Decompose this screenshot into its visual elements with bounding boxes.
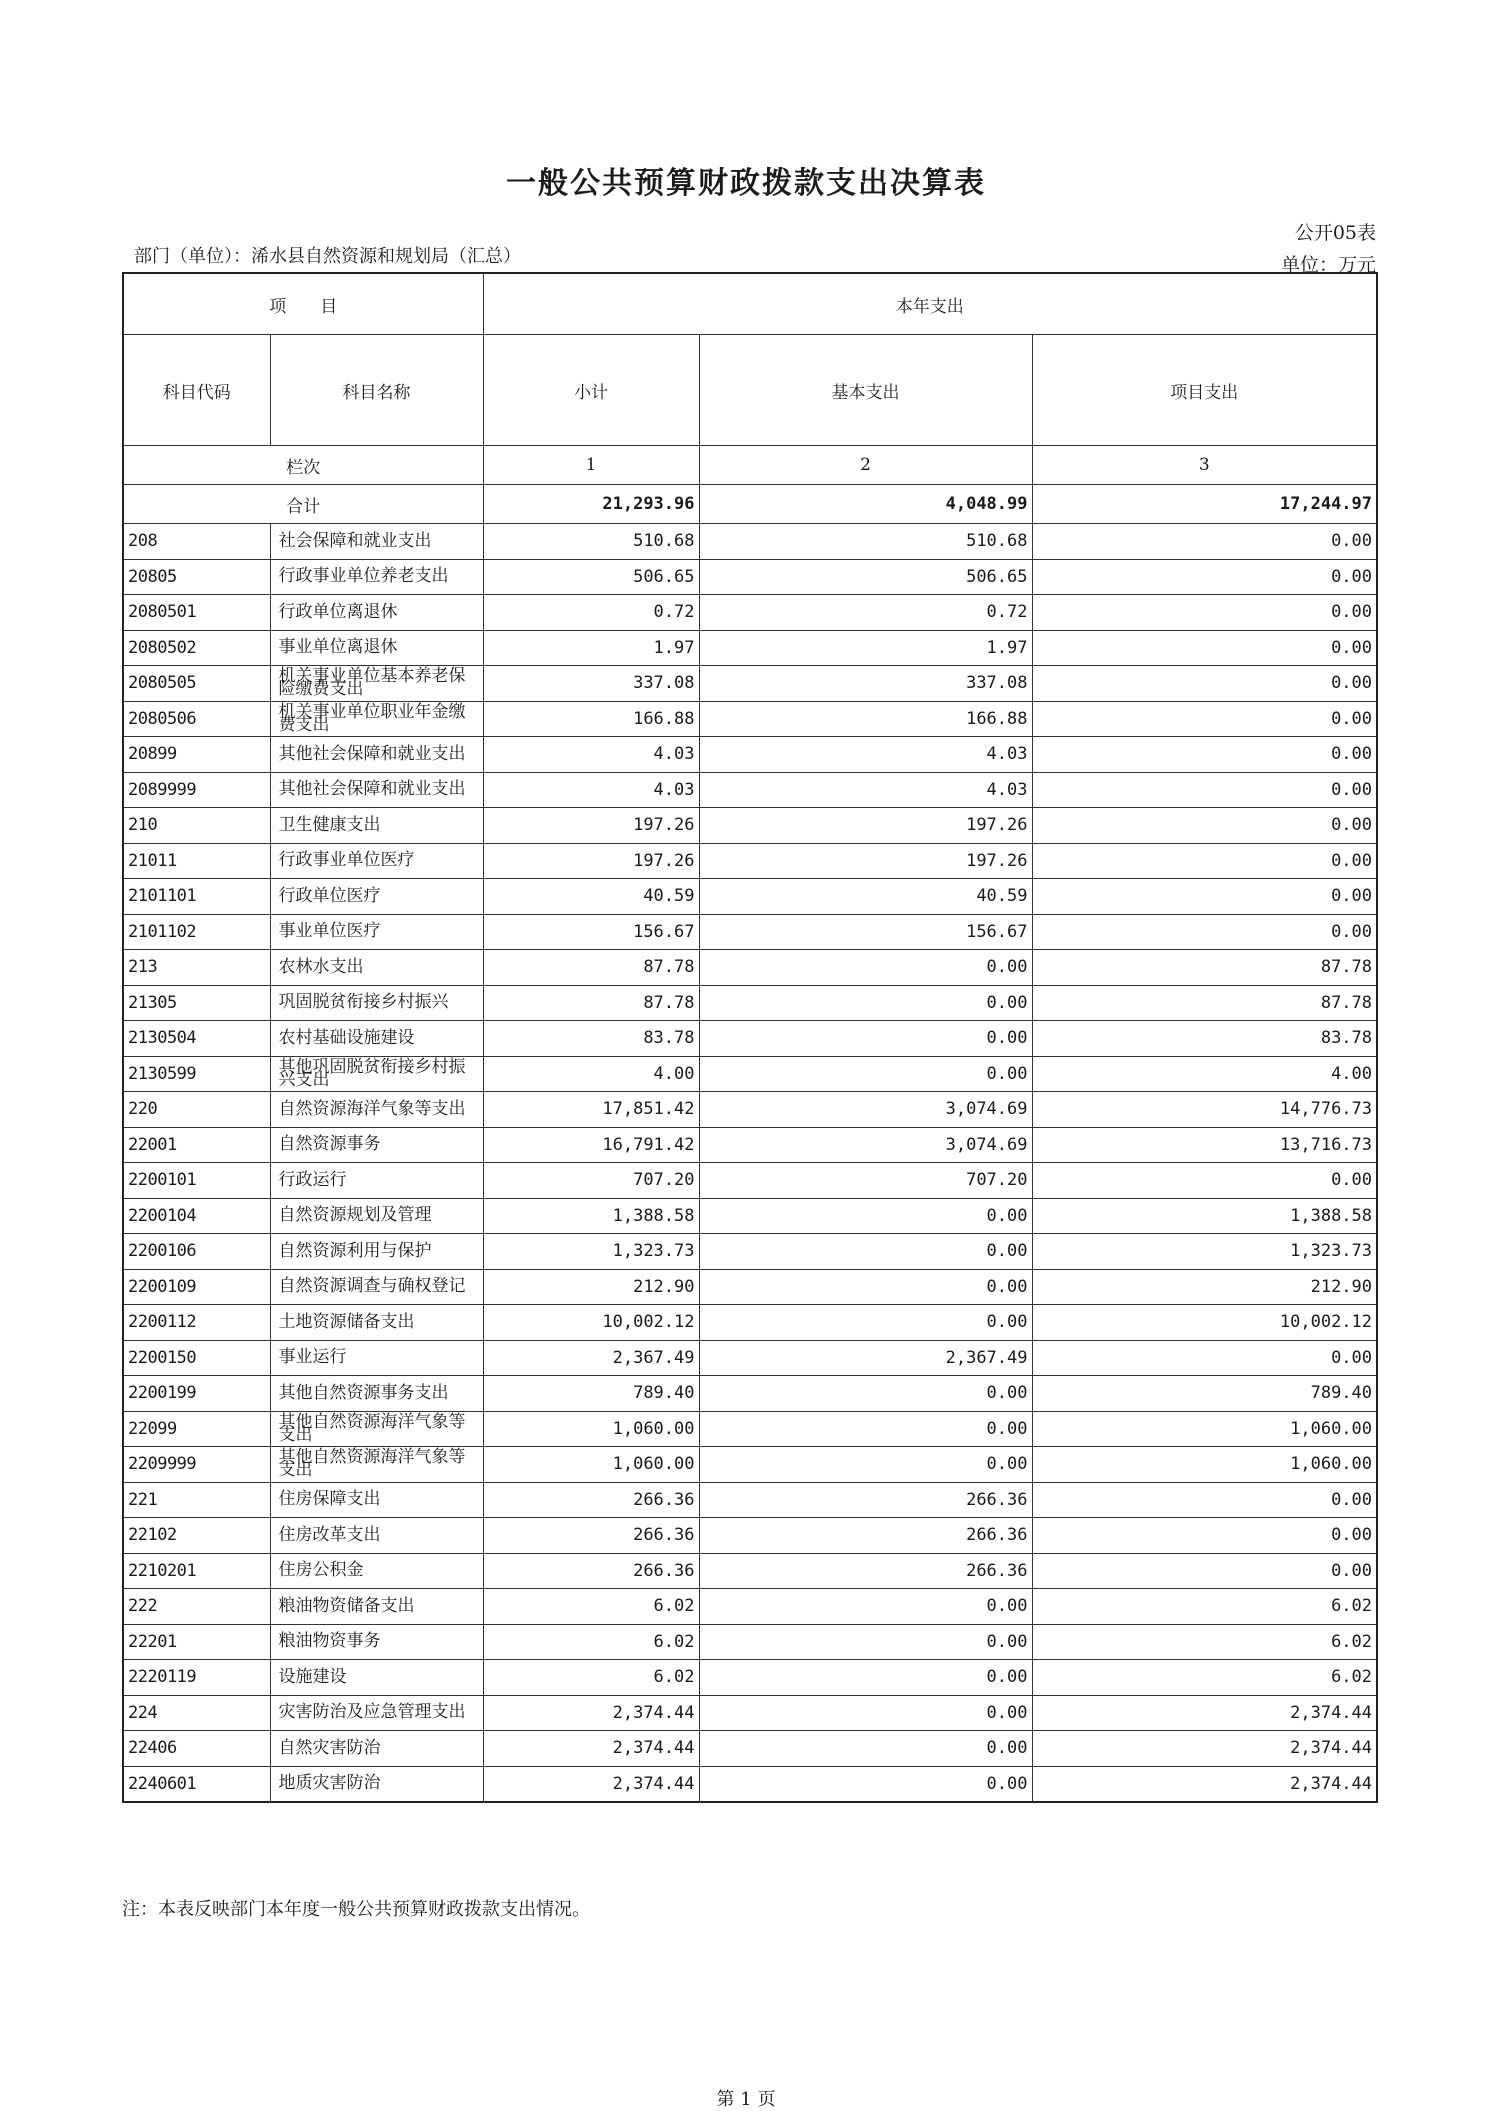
row-code: 2080501 — [123, 595, 270, 631]
row-project: 2,374.44 — [1032, 1695, 1377, 1731]
row-project: 83.78 — [1032, 1021, 1377, 1057]
row-name: 设施建设 — [270, 1660, 483, 1696]
table-row — [123, 524, 1377, 560]
row-project: 87.78 — [1032, 985, 1377, 1021]
row-basic: 0.00 — [699, 1198, 1032, 1234]
row-code: 208 — [123, 524, 270, 560]
row-project: 0.00 — [1032, 808, 1377, 844]
row-code: 22099 — [123, 1411, 270, 1447]
row-name: 农村基础设施建设 — [270, 1021, 483, 1057]
row-subtotal: 156.67 — [483, 914, 699, 950]
row-basic: 166.88 — [699, 701, 1032, 737]
row-name: 其他自然资源事务支出 — [270, 1376, 483, 1412]
table-row — [123, 1518, 1377, 1554]
row-basic: 0.72 — [699, 595, 1032, 631]
row-name: 自然资源调查与确权登记 — [270, 1269, 483, 1305]
row-project: 1,060.00 — [1032, 1411, 1377, 1447]
table-row — [123, 1127, 1377, 1163]
row-subtotal: 1.97 — [483, 630, 699, 666]
row-project: 1,323.73 — [1032, 1234, 1377, 1270]
table-row — [123, 1482, 1377, 1518]
row-project: 0.00 — [1032, 559, 1377, 595]
row-project: 0.00 — [1032, 1518, 1377, 1554]
row-basic: 0.00 — [699, 1269, 1032, 1305]
row-project: 0.00 — [1032, 666, 1377, 702]
table-row — [123, 843, 1377, 879]
table-row — [123, 666, 1377, 702]
row-subtotal: 87.78 — [483, 950, 699, 986]
row-code: 22406 — [123, 1731, 270, 1767]
row-name: 行政事业单位医疗 — [270, 843, 483, 879]
row-basic: 3,074.69 — [699, 1127, 1032, 1163]
row-name: 自然资源事务 — [270, 1127, 483, 1163]
row-basic: 0.00 — [699, 1660, 1032, 1696]
row-code: 2080506 — [123, 701, 270, 737]
row-subtotal: 266.36 — [483, 1518, 699, 1554]
row-basic: 0.00 — [699, 1624, 1032, 1660]
row-name: 事业单位离退休 — [270, 630, 483, 666]
table-row — [123, 1305, 1377, 1341]
table-row — [123, 985, 1377, 1021]
row-subtotal: 506.65 — [483, 559, 699, 595]
row-code: 22201 — [123, 1624, 270, 1660]
row-code: 2080502 — [123, 630, 270, 666]
row-project: 0.00 — [1032, 737, 1377, 773]
row-basic: 266.36 — [699, 1518, 1032, 1554]
row-name: 其他自然资源海洋气象等支出 — [270, 1411, 483, 1447]
table-row — [123, 1695, 1377, 1731]
row-code: 22001 — [123, 1127, 270, 1163]
row-basic: 0.00 — [699, 1021, 1032, 1057]
row-name: 事业运行 — [270, 1340, 483, 1376]
row-subtotal: 2,367.49 — [483, 1340, 699, 1376]
row-name: 地质灾害防治 — [270, 1766, 483, 1802]
row-basic: 510.68 — [699, 524, 1032, 560]
row-project: 0.00 — [1032, 879, 1377, 915]
row-project: 0.00 — [1032, 772, 1377, 808]
row-code: 2210201 — [123, 1553, 270, 1589]
table-row — [123, 1589, 1377, 1625]
row-subtotal: 83.78 — [483, 1021, 699, 1057]
row-project: 14,776.73 — [1032, 1092, 1377, 1128]
row-code: 221 — [123, 1482, 270, 1518]
row-project: 1,060.00 — [1032, 1447, 1377, 1483]
row-subtotal: 6.02 — [483, 1660, 699, 1696]
row-code: 220 — [123, 1092, 270, 1128]
row-code: 222 — [123, 1589, 270, 1625]
row-basic: 0.00 — [699, 1731, 1032, 1767]
total-project: 17,244.97 — [1032, 485, 1377, 524]
header-code: 科目代码 — [123, 335, 270, 446]
table-row — [123, 595, 1377, 631]
row-name: 机关事业单位基本养老保险缴费支出 — [270, 666, 483, 702]
row-code: 20805 — [123, 559, 270, 595]
department-label: 部门（单位）： — [134, 246, 251, 267]
row-name: 住房改革支出 — [270, 1518, 483, 1554]
table-row — [123, 1092, 1377, 1128]
row-name: 行政单位医疗 — [270, 879, 483, 915]
header-subtotal: 小计 — [483, 335, 699, 446]
row-basic: 0.00 — [699, 1766, 1032, 1802]
table-row — [123, 1269, 1377, 1305]
row-basic: 4.03 — [699, 772, 1032, 808]
row-subtotal: 197.26 — [483, 843, 699, 879]
row-project: 0.00 — [1032, 1340, 1377, 1376]
row-subtotal: 337.08 — [483, 666, 699, 702]
table-row — [123, 1624, 1377, 1660]
row-name: 粮油物资储备支出 — [270, 1589, 483, 1625]
row-subtotal: 1,060.00 — [483, 1447, 699, 1483]
table-row — [123, 1163, 1377, 1199]
table-row — [123, 1198, 1377, 1234]
row-code: 2130504 — [123, 1021, 270, 1057]
row-name: 粮油物资事务 — [270, 1624, 483, 1660]
row-basic: 707.20 — [699, 1163, 1032, 1199]
row-project: 0.00 — [1032, 1163, 1377, 1199]
row-name: 行政运行 — [270, 1163, 483, 1199]
table-row — [123, 1766, 1377, 1802]
row-project: 6.02 — [1032, 1589, 1377, 1625]
row-name: 其他社会保障和就业支出 — [270, 737, 483, 773]
row-code: 2200104 — [123, 1198, 270, 1234]
header-row-1 — [123, 273, 1377, 335]
table-row — [123, 1340, 1377, 1376]
row-name: 住房保障支出 — [270, 1482, 483, 1518]
row-basic: 0.00 — [699, 1589, 1032, 1625]
row-basic: 0.00 — [699, 1056, 1032, 1092]
column-number-2: 2 — [699, 446, 1032, 485]
total-basic: 4,048.99 — [699, 485, 1032, 524]
row-basic: 0.00 — [699, 950, 1032, 986]
row-subtotal: 212.90 — [483, 1269, 699, 1305]
row-basic: 0.00 — [699, 1695, 1032, 1731]
table-row — [123, 1234, 1377, 1270]
header-basic: 基本支出 — [699, 335, 1032, 446]
row-code: 2220119 — [123, 1660, 270, 1696]
row-basic: 0.00 — [699, 985, 1032, 1021]
row-name: 住房公积金 — [270, 1553, 483, 1589]
row-code: 2200109 — [123, 1269, 270, 1305]
column-label: 栏次 — [123, 446, 483, 485]
table-row — [123, 1411, 1377, 1447]
row-basic: 266.36 — [699, 1553, 1032, 1589]
row-name: 机关事业单位职业年金缴费支出 — [270, 701, 483, 737]
row-basic: 2,367.49 — [699, 1340, 1032, 1376]
table-row — [123, 914, 1377, 950]
row-code: 2200101 — [123, 1163, 270, 1199]
row-code: 2101101 — [123, 879, 270, 915]
column-number-1: 1 — [483, 446, 699, 485]
row-basic: 156.67 — [699, 914, 1032, 950]
table-row — [123, 1021, 1377, 1057]
row-project: 0.00 — [1032, 524, 1377, 560]
row-project: 6.02 — [1032, 1624, 1377, 1660]
row-name: 巩固脱贫衔接乡村振兴 — [270, 985, 483, 1021]
row-name: 事业单位医疗 — [270, 914, 483, 950]
row-name: 自然资源海洋气象等支出 — [270, 1092, 483, 1128]
column-number-3: 3 — [1032, 446, 1377, 485]
table-row — [123, 879, 1377, 915]
page-number: 第 1 页 — [716, 2089, 776, 2110]
table-row — [123, 737, 1377, 773]
table-row — [123, 701, 1377, 737]
table-row — [123, 1660, 1377, 1696]
row-basic: 506.65 — [699, 559, 1032, 595]
row-name: 行政单位离退休 — [270, 595, 483, 631]
row-basic: 337.08 — [699, 666, 1032, 702]
header-name: 科目名称 — [270, 335, 483, 446]
row-basic: 197.26 — [699, 843, 1032, 879]
row-basic: 1.97 — [699, 630, 1032, 666]
row-basic: 266.36 — [699, 1482, 1032, 1518]
row-subtotal: 4.03 — [483, 772, 699, 808]
table-row — [123, 630, 1377, 666]
table-row — [123, 808, 1377, 844]
row-code: 2080505 — [123, 666, 270, 702]
row-code: 224 — [123, 1695, 270, 1731]
header-current-year: 本年支出 — [483, 273, 1377, 335]
row-subtotal: 266.36 — [483, 1482, 699, 1518]
row-project: 0.00 — [1032, 1482, 1377, 1518]
row-project: 0.00 — [1032, 595, 1377, 631]
row-basic: 197.26 — [699, 808, 1032, 844]
total-subtotal: 21,293.96 — [483, 485, 699, 524]
table-body — [123, 273, 1377, 1802]
row-subtotal: 6.02 — [483, 1589, 699, 1625]
row-project: 6.02 — [1032, 1660, 1377, 1696]
row-subtotal: 266.36 — [483, 1553, 699, 1589]
row-project: 0.00 — [1032, 843, 1377, 879]
row-project: 789.40 — [1032, 1376, 1377, 1412]
table-row — [123, 559, 1377, 595]
row-project: 0.00 — [1032, 701, 1377, 737]
row-basic: 4.03 — [699, 737, 1032, 773]
row-subtotal: 707.20 — [483, 1163, 699, 1199]
header-project: 项目支出 — [1032, 335, 1377, 446]
row-basic: 0.00 — [699, 1305, 1032, 1341]
row-basic: 0.00 — [699, 1376, 1032, 1412]
row-basic: 3,074.69 — [699, 1092, 1032, 1128]
row-subtotal: 40.59 — [483, 879, 699, 915]
row-subtotal: 4.03 — [483, 737, 699, 773]
table-row — [123, 950, 1377, 986]
row-project: 87.78 — [1032, 950, 1377, 986]
footnote: 注：本表反映部门本年度一般公共预算财政拨款支出情况。 — [122, 1899, 590, 1920]
total-label: 合计 — [123, 485, 483, 524]
row-subtotal: 2,374.44 — [483, 1695, 699, 1731]
row-name: 自然资源规划及管理 — [270, 1198, 483, 1234]
row-code: 2209999 — [123, 1447, 270, 1483]
row-code: 2130599 — [123, 1056, 270, 1092]
row-basic: 0.00 — [699, 1411, 1032, 1447]
row-subtotal: 1,323.73 — [483, 1234, 699, 1270]
column-number-row — [123, 446, 1377, 485]
table-row — [123, 1056, 1377, 1092]
row-name: 土地资源储备支出 — [270, 1305, 483, 1341]
row-project: 0.00 — [1032, 630, 1377, 666]
row-name: 灾害防治及应急管理支出 — [270, 1695, 483, 1731]
row-subtotal: 197.26 — [483, 808, 699, 844]
table-row — [123, 772, 1377, 808]
row-project: 10,002.12 — [1032, 1305, 1377, 1341]
page-title: 一般公共预算财政拨款支出决算表 — [506, 166, 986, 201]
header-row-2 — [123, 335, 1377, 446]
row-project: 4.00 — [1032, 1056, 1377, 1092]
row-subtotal: 17,851.42 — [483, 1092, 699, 1128]
department-name: 浠水县自然资源和规划局（汇总） — [251, 246, 521, 267]
row-subtotal: 789.40 — [483, 1376, 699, 1412]
unit-label: 单位：万元 — [1280, 254, 1376, 276]
row-project: 0.00 — [1032, 914, 1377, 950]
row-code: 21011 — [123, 843, 270, 879]
row-name: 卫生健康支出 — [270, 808, 483, 844]
row-name: 其他巩固脱贫衔接乡村振兴支出 — [270, 1056, 483, 1092]
row-code: 2089999 — [123, 772, 270, 808]
row-project: 13,716.73 — [1032, 1127, 1377, 1163]
row-subtotal: 87.78 — [483, 985, 699, 1021]
row-code: 2200112 — [123, 1305, 270, 1341]
row-name: 行政事业单位养老支出 — [270, 559, 483, 595]
header-item: 项 目 — [123, 273, 483, 335]
table-row — [123, 1731, 1377, 1767]
row-name: 自然灾害防治 — [270, 1731, 483, 1767]
row-code: 2200199 — [123, 1376, 270, 1412]
row-code: 22102 — [123, 1518, 270, 1554]
row-project: 2,374.44 — [1032, 1766, 1377, 1802]
row-project: 2,374.44 — [1032, 1731, 1377, 1767]
row-code: 2200106 — [123, 1234, 270, 1270]
row-basic: 40.59 — [699, 879, 1032, 915]
row-code: 21305 — [123, 985, 270, 1021]
row-name: 其他自然资源海洋气象等支出 — [270, 1447, 483, 1483]
row-basic: 0.00 — [699, 1234, 1032, 1270]
table-row — [123, 1447, 1377, 1483]
row-name: 其他社会保障和就业支出 — [270, 772, 483, 808]
row-subtotal: 16,791.42 — [483, 1127, 699, 1163]
table-row — [123, 1553, 1377, 1589]
row-name: 农林水支出 — [270, 950, 483, 986]
row-project: 1,388.58 — [1032, 1198, 1377, 1234]
row-code: 2200150 — [123, 1340, 270, 1376]
row-subtotal: 1,060.00 — [483, 1411, 699, 1447]
row-project: 212.90 — [1032, 1269, 1377, 1305]
row-subtotal: 6.02 — [483, 1624, 699, 1660]
expenditure-table — [122, 272, 1378, 1803]
department-line — [134, 242, 521, 268]
row-name: 社会保障和就业支出 — [270, 524, 483, 560]
row-subtotal: 2,374.44 — [483, 1731, 699, 1767]
row-name: 自然资源利用与保护 — [270, 1234, 483, 1270]
row-code: 2101102 — [123, 914, 270, 950]
form-number: 公开05表 — [1294, 222, 1376, 244]
total-row — [123, 485, 1377, 524]
row-subtotal: 1,388.58 — [483, 1198, 699, 1234]
row-subtotal: 10,002.12 — [483, 1305, 699, 1341]
row-subtotal: 510.68 — [483, 524, 699, 560]
row-subtotal: 4.00 — [483, 1056, 699, 1092]
row-project: 0.00 — [1032, 1553, 1377, 1589]
row-code: 20899 — [123, 737, 270, 773]
row-subtotal: 2,374.44 — [483, 1766, 699, 1802]
row-subtotal: 166.88 — [483, 701, 699, 737]
table-row — [123, 1376, 1377, 1412]
row-code: 2240601 — [123, 1766, 270, 1802]
row-basic: 0.00 — [699, 1447, 1032, 1483]
row-subtotal: 0.72 — [483, 595, 699, 631]
row-code: 210 — [123, 808, 270, 844]
row-code: 213 — [123, 950, 270, 986]
